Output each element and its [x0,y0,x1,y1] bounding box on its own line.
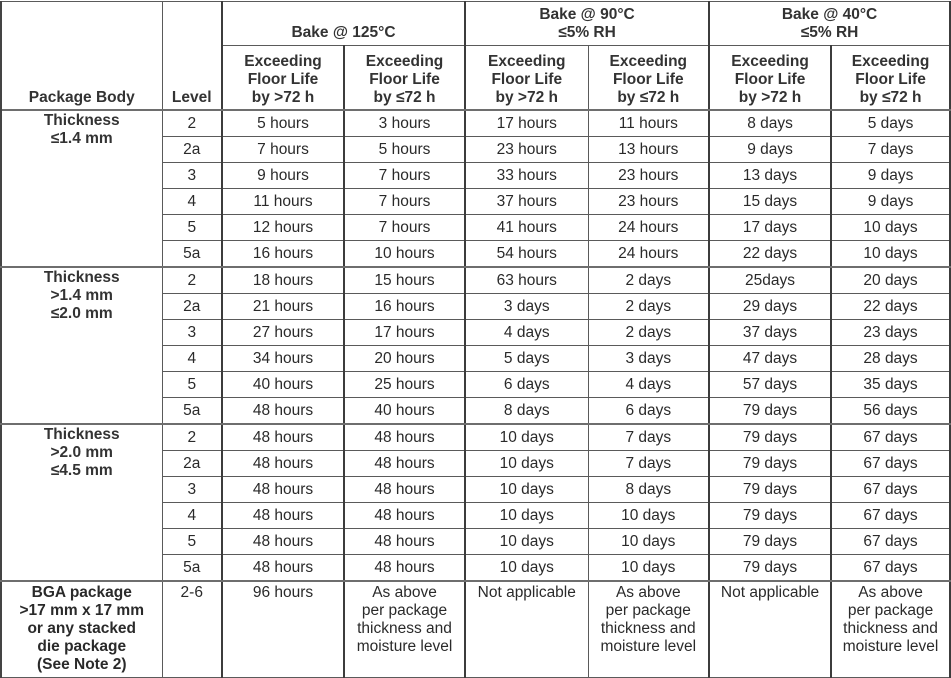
bake-time-90c-le72: 6 days [588,398,709,425]
bake-time-125c-le72: 7 hours [344,163,465,189]
header-40c-le72: Exceeding Floor Life by ≤72 h [831,46,950,111]
bake-time-90c-gt72: 54 hours [465,241,588,268]
bake-time-90c-gt72: 8 days [465,398,588,425]
bake-time-90c-gt72: 5 days [465,346,588,372]
level-cell: 3 [162,163,222,189]
bake-time-40c-gt72: 79 days [709,398,831,425]
bake-time-90c-le72: 7 days [588,451,709,477]
bake-time-90c-le72: 4 days [588,372,709,398]
bake-time-40c-gt72: 22 days [709,241,831,268]
level-cell: 2 [162,110,222,137]
bake-time-40c-gt72: 9 days [709,137,831,163]
bake-time-125c-gt72: 16 hours [222,241,344,268]
level-cell-bga: 2-6 [162,581,222,678]
level-cell: 5 [162,372,222,398]
bake-time-125c-gt72: 48 hours [222,451,344,477]
bake-time-40c-gt72: 79 days [709,477,831,503]
header-40c-gt72: Exceeding Floor Life by >72 h [709,46,831,111]
bake-time-40c-le72: 28 days [831,346,950,372]
bake-time-40c-le72: 67 days [831,555,950,582]
bake-time-90c-gt72: 10 days [465,451,588,477]
bake-time-90c-le72: 10 days [588,503,709,529]
bake-time-125c-le72: 17 hours [344,320,465,346]
bake-time-90c-gt72: 10 days [465,503,588,529]
table-row [1,424,950,451]
level-cell: 2a [162,451,222,477]
bake-time-125c-gt72: 40 hours [222,372,344,398]
bake-time-125c-le72: 20 hours [344,346,465,372]
level-cell: 4 [162,189,222,215]
level-cell: 5a [162,241,222,268]
bake-time-40c-le72: 67 days [831,477,950,503]
bake-time-40c-gt72: 8 days [709,110,831,137]
bake-time-90c-le72: 23 hours [588,163,709,189]
bake-time-125c-gt72: 34 hours [222,346,344,372]
bake-time-90c-le72: 3 days [588,346,709,372]
bake-time-40c-le72: 23 days [831,320,950,346]
bake-time-40c-gt72: 13 days [709,163,831,189]
bake-schedule-table [0,1,951,678]
level-cell: 3 [162,320,222,346]
level-cell: 3 [162,477,222,503]
bake-time-125c-gt72: 48 hours [222,555,344,582]
header-row-bake-conditions [1,2,950,46]
bake-time-125c-le72: 48 hours [344,477,465,503]
bake-time-40c-le72: As above per package thickness and moisture level [831,581,950,678]
bake-time-125c-le72: 7 hours [344,189,465,215]
package-body-bga-label: BGA package >17 mm x 17 mm or any stacked die package (See Note 2) [1,581,162,678]
bake-time-90c-le72: 10 days [588,555,709,582]
header-bake-40c [709,2,950,46]
header-90c-gt72: Exceeding Floor Life by >72 h [465,46,588,111]
bake-40c-label: Bake @ 40°C [781,5,878,23]
bake-time-40c-gt72: 17 days [709,215,831,241]
level-cell: 2 [162,267,222,294]
bake-time-125c-gt72: 18 hours [222,267,344,294]
bake-time-90c-gt72: 3 days [465,294,588,320]
level-cell: 5a [162,398,222,425]
bake-time-90c-gt72: 63 hours [465,267,588,294]
bake-time-40c-le72: 67 days [831,451,950,477]
bake-time-90c-le72: 24 hours [588,215,709,241]
bake-time-90c-gt72: 23 hours [465,137,588,163]
bake-time-90c-gt72: 10 days [465,477,588,503]
bake-90c-label: Bake @ 90°C [539,5,635,23]
bake-time-40c-gt72: 47 days [709,346,831,372]
bake-time-90c-gt72: 4 days [465,320,588,346]
bake-time-40c-le72: 67 days [831,503,950,529]
bake-125c-label: Bake @ 125°C [291,24,396,41]
bake-time-125c-gt72: 21 hours [222,294,344,320]
header-bake-90c [465,2,709,46]
package-body-group-label: Thickness >1.4 mm ≤2.0 mm [1,267,162,424]
bake-time-90c-le72: 23 hours [588,189,709,215]
bake-time-40c-le72: 5 days [831,110,950,137]
bake-time-90c-gt72: 10 days [465,424,588,451]
bake-40c-humidity: ≤5% RH [800,23,859,41]
header-package-body: Package Body [1,2,162,111]
bake-time-125c-le72: 48 hours [344,503,465,529]
bake-time-90c-gt72: 41 hours [465,215,588,241]
bake-time-40c-gt72: 57 days [709,372,831,398]
level-cell: 2 [162,424,222,451]
bake-time-90c-le72: 7 days [588,424,709,451]
header-bake-125c [222,2,465,46]
bake-time-90c-le72: As above per package thickness and moisture level [588,581,709,678]
bake-time-40c-le72: 9 days [831,163,950,189]
bake-time-90c-le72: 8 days [588,477,709,503]
bake-time-125c-gt72: 7 hours [222,137,344,163]
bake-time-40c-gt72: 79 days [709,529,831,555]
header-90c-le72: Exceeding Floor Life by ≤72 h [588,46,709,111]
bake-time-40c-gt72: 79 days [709,424,831,451]
bake-time-125c-le72: 5 hours [344,137,465,163]
header-125c-gt72: Exceeding Floor Life by >72 h [222,46,344,111]
bake-time-125c-gt72: 5 hours [222,110,344,137]
bake-time-125c-gt72: 48 hours [222,424,344,451]
package-body-group-label: Thickness ≤1.4 mm [1,110,162,267]
bake-time-90c-le72: 13 hours [588,137,709,163]
bake-time-40c-le72: 9 days [831,189,950,215]
bake-time-40c-le72: 7 days [831,137,950,163]
bake-time-40c-le72: 67 days [831,529,950,555]
bake-time-90c-gt72: 6 days [465,372,588,398]
bake-time-40c-le72: 10 days [831,241,950,268]
level-cell: 5 [162,215,222,241]
bake-time-125c-le72: 3 hours [344,110,465,137]
level-cell: 5 [162,529,222,555]
bake-time-125c-le72: 48 hours [344,451,465,477]
bake-time-40c-le72: 22 days [831,294,950,320]
bake-time-90c-le72: 2 days [588,294,709,320]
header-125c-le72: Exceeding Floor Life by ≤72 h [344,46,465,111]
bake-time-90c-gt72: Not applicable [465,581,588,678]
bake-time-90c-gt72: 37 hours [465,189,588,215]
bake-time-125c-gt72: 11 hours [222,189,344,215]
level-cell: 2a [162,137,222,163]
level-cell: 2a [162,294,222,320]
bake-time-125c-gt72: 48 hours [222,529,344,555]
bake-time-125c-gt72: 12 hours [222,215,344,241]
bake-time-125c-gt72: 48 hours [222,398,344,425]
bake-time-125c-le72: 7 hours [344,215,465,241]
bake-time-90c-gt72: 33 hours [465,163,588,189]
bake-time-40c-le72: 67 days [831,424,950,451]
bake-time-125c-le72: 48 hours [344,529,465,555]
level-cell: 4 [162,346,222,372]
bake-time-125c-le72: 16 hours [344,294,465,320]
bake-time-40c-gt72: 79 days [709,503,831,529]
level-cell: 5a [162,555,222,582]
bake-time-125c-le72: 48 hours [344,424,465,451]
bake-time-125c-gt72: 48 hours [222,477,344,503]
bake-time-125c-le72: 10 hours [344,241,465,268]
bake-90c-humidity: ≤5% RH [558,23,616,41]
bake-time-40c-le72: 20 days [831,267,950,294]
bake-time-90c-le72: 24 hours [588,241,709,268]
bake-time-40c-le72: 10 days [831,215,950,241]
bake-time-90c-gt72: 10 days [465,529,588,555]
bake-time-40c-gt72: 79 days [709,555,831,582]
bake-time-40c-gt72: 15 days [709,189,831,215]
bake-time-40c-le72: 56 days [831,398,950,425]
bake-time-125c-le72: 15 hours [344,267,465,294]
table-row [1,267,950,294]
bake-time-40c-gt72: 79 days [709,451,831,477]
bake-time-90c-le72: 10 days [588,529,709,555]
table-row-bga [1,581,950,678]
bake-time-40c-le72: 35 days [831,372,950,398]
bake-time-125c-le72: 40 hours [344,398,465,425]
package-body-group-label: Thickness >2.0 mm ≤4.5 mm [1,424,162,581]
bake-time-125c-gt72: 9 hours [222,163,344,189]
level-cell: 4 [162,503,222,529]
bake-time-90c-gt72: 17 hours [465,110,588,137]
bake-time-125c-le72: 25 hours [344,372,465,398]
table-body [1,110,950,678]
header-level: Level [162,2,222,111]
bake-time-90c-le72: 2 days [588,267,709,294]
bake-time-40c-gt72: Not applicable [709,581,831,678]
bake-time-90c-gt72: 10 days [465,555,588,582]
bake-time-40c-gt72: 37 days [709,320,831,346]
bake-time-125c-gt72: 96 hours [222,581,344,678]
bake-time-125c-le72: 48 hours [344,555,465,582]
bake-time-125c-le72: As above per package thickness and moisture level [344,581,465,678]
table-row [1,110,950,137]
bake-time-125c-gt72: 27 hours [222,320,344,346]
bake-time-40c-gt72: 25days [709,267,831,294]
bake-time-90c-le72: 2 days [588,320,709,346]
bake-time-40c-gt72: 29 days [709,294,831,320]
bake-time-90c-le72: 11 hours [588,110,709,137]
bake-time-125c-gt72: 48 hours [222,503,344,529]
